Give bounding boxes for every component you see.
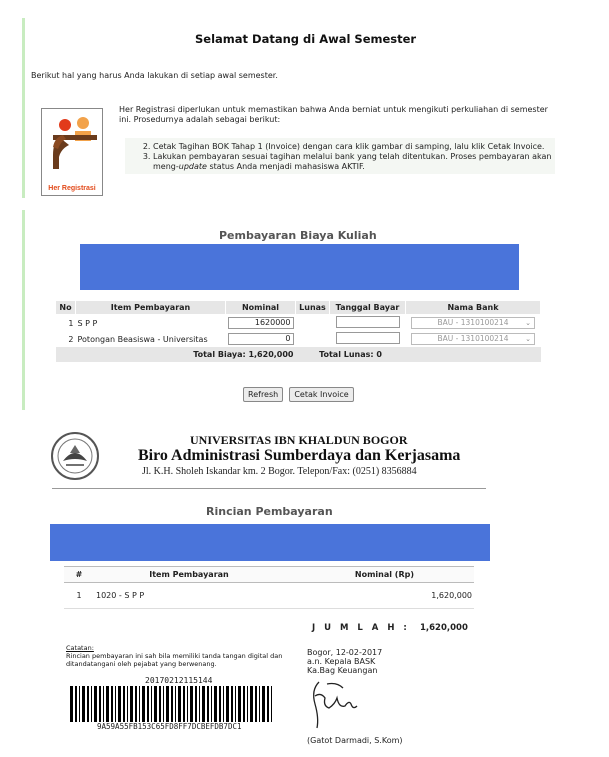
university-name: UNIVERSITAS IBN KHALDUN BOGOR — [190, 433, 408, 447]
barcode-bar — [183, 686, 185, 722]
barcode-bar — [262, 686, 265, 722]
col-item: Item Pembayaran — [76, 301, 226, 315]
total-row — [56, 347, 541, 362]
barcode-bar — [70, 686, 73, 722]
refresh-button[interactable]: Refresh — [243, 387, 283, 402]
rincian-table: # Item Pembayaran Nominal (Rp) 1 1020 - S P P 1,620,000 — [64, 566, 474, 609]
table-row: 1 1020 - S P P 1,620,000 — [64, 583, 474, 609]
barcode-bar — [115, 686, 116, 722]
her-registrasi-caption: Her Registrasi — [48, 185, 96, 192]
signatory-name: (Gatot Darmadi, S.Kom) — [307, 736, 403, 745]
tanggal-bayar-input[interactable] — [336, 316, 400, 328]
barcode-bar — [207, 686, 209, 722]
barcode-bar — [139, 686, 140, 722]
lunas-cell — [296, 331, 330, 347]
barcode-bar — [231, 686, 233, 722]
barcode-bar — [255, 686, 257, 722]
barcode-number: 20170212115144 — [145, 676, 213, 685]
bank-select[interactable]: BAU - 1310100214 ⌄ — [411, 317, 535, 329]
total-lunas: Total Lunas: 0 — [296, 347, 406, 362]
barcode-bar — [195, 686, 197, 722]
welcome-panel — [22, 18, 609, 198]
total-biaya: Total Biaya: 1,620,000 — [56, 347, 296, 362]
rincian-title: Rincian Pembayaran — [206, 505, 333, 518]
chevron-down-icon: ⌄ — [525, 319, 531, 327]
pembayaran-title: Pembayaran Biaya Kuliah — [219, 229, 377, 242]
barcode-bar — [111, 686, 113, 722]
barcode-bar — [267, 686, 269, 722]
barcode-bar — [235, 686, 236, 722]
procedure-steps — [125, 138, 555, 174]
letterhead-divider — [52, 488, 486, 489]
barcode-bar — [219, 686, 221, 722]
barcode-bar — [123, 686, 125, 722]
barcode-bar — [223, 686, 224, 722]
table-row: 1 S P P 1620000 BAU - 1310100214 ⌄ — [56, 315, 541, 332]
barcode-bar — [106, 686, 109, 722]
barcode-bar — [87, 686, 89, 722]
barcode-bar — [259, 686, 260, 722]
barcode-bar — [166, 686, 169, 722]
barcode-bar — [175, 686, 176, 722]
barcode-bar — [142, 686, 145, 722]
barcode-bar — [91, 686, 92, 722]
cetak-invoice-button[interactable]: Cetak Invoice — [289, 387, 353, 402]
student-info-banner-2 — [50, 524, 490, 561]
barcode-bar — [202, 686, 205, 722]
barcode-bar — [243, 686, 245, 722]
barcode-bar — [163, 686, 164, 722]
nominal-input[interactable]: 0 — [228, 333, 294, 345]
her-registrasi-description: Her Registrasi diperlukan untuk memastikan bahwa Anda berniat untuk mengikuti perkuliahan di semester ini. Prosedurnya adalah sebagai berikut: — [119, 105, 548, 124]
barcode-bar — [135, 686, 137, 722]
barcode-hash: 9A59A55FB153C65FD8FF7DCBEFDB7DC1 — [97, 722, 242, 731]
biro-address: Jl. K.H. Sholeh Iskandar km. 2 Bogor. Telepon/Fax: (0251) 8356884 — [142, 466, 417, 477]
barcode-bar — [82, 686, 85, 722]
tanggal-bayar-input[interactable] — [336, 332, 400, 344]
barcode-bar — [250, 686, 253, 722]
barcode-bar — [171, 686, 173, 722]
barcode-bar — [214, 686, 217, 722]
barcode-bar — [159, 686, 161, 722]
lunas-cell — [296, 315, 330, 332]
jumlah-value: 1,620,000 — [420, 623, 468, 633]
university-seal-icon — [50, 431, 100, 481]
letterhead — [50, 431, 490, 487]
barcode-bar — [99, 686, 101, 722]
barcode-bar — [199, 686, 200, 722]
pembayaran-panel — [22, 210, 609, 410]
welcome-intro: Berikut hal yang harus Anda lakukan di setiap awal semester. — [31, 71, 278, 80]
barcode-bar — [103, 686, 104, 722]
pembayaran-table — [55, 300, 541, 362]
her-registrasi-icon — [45, 113, 101, 175]
col-tanggal: Tanggal Bayar — [330, 301, 406, 315]
barcode-bar — [226, 686, 229, 722]
barcode-bar — [178, 686, 181, 722]
nominal-input[interactable]: 1620000 — [228, 317, 294, 329]
barcode-bar — [151, 686, 152, 722]
barcode-bar — [271, 686, 272, 722]
biro-name: Biro Administrasi Sumberdaya dan Kerjasama — [138, 447, 461, 464]
barcode-bar — [147, 686, 149, 722]
barcode-bar — [247, 686, 248, 722]
catatan-note: Catatan: Rincian pembayaran ini sah bila memiliki tanda tangan digital dan ditandatangani oleh pejabat yang berwenang. — [66, 644, 283, 668]
barcode-bar — [94, 686, 97, 722]
action-buttons — [243, 382, 355, 402]
barcode-bar — [190, 686, 193, 722]
col-nominal: Nominal — [226, 301, 296, 315]
jumlah-label: J U M L A H : — [312, 623, 410, 633]
col-no: No — [56, 301, 76, 315]
barcode-bar — [127, 686, 128, 722]
barcode-bar — [211, 686, 212, 722]
barcode-bar — [187, 686, 188, 722]
welcome-title: Selamat Datang di Awal Semester — [195, 32, 417, 46]
barcode-image — [70, 686, 276, 722]
step-3: 3. Lakukan pembayaran sesuai tagihan melalui bank yang telah ditentukan. Proses pembayaran akan meng-update status Anda menjadi mahasiswa AKTIF. — [153, 152, 555, 172]
bank-select[interactable]: BAU - 1310100214 ⌄ — [411, 333, 535, 345]
col-bank: Nama Bank — [406, 301, 541, 315]
step-2: 2. Cetak Tagihan BOK Tahap 1 (Invoice) dengan cara klik gambar di samping, lalu klik Cetak Invoice. — [153, 142, 555, 152]
col-lunas: Lunas — [296, 301, 330, 315]
student-info-banner — [80, 244, 519, 290]
her-registrasi-logo[interactable] — [41, 108, 103, 196]
barcode-bar — [130, 686, 133, 722]
signature-icon — [305, 676, 365, 732]
barcode-bar — [154, 686, 157, 722]
chevron-down-icon: ⌄ — [525, 335, 531, 343]
table-row: 2 Potongan Beasiswa - Universitas 0 BAU - 1310100214 ⌄ — [56, 331, 541, 347]
barcode-bar — [238, 686, 241, 722]
barcode-bar — [118, 686, 121, 722]
barcode-bar — [79, 686, 80, 722]
signature-block: Bogor, 12-02-2017 a.n. Kepala BASK Ka.Bag Keuangan — [307, 648, 383, 675]
barcode-bar — [75, 686, 77, 722]
